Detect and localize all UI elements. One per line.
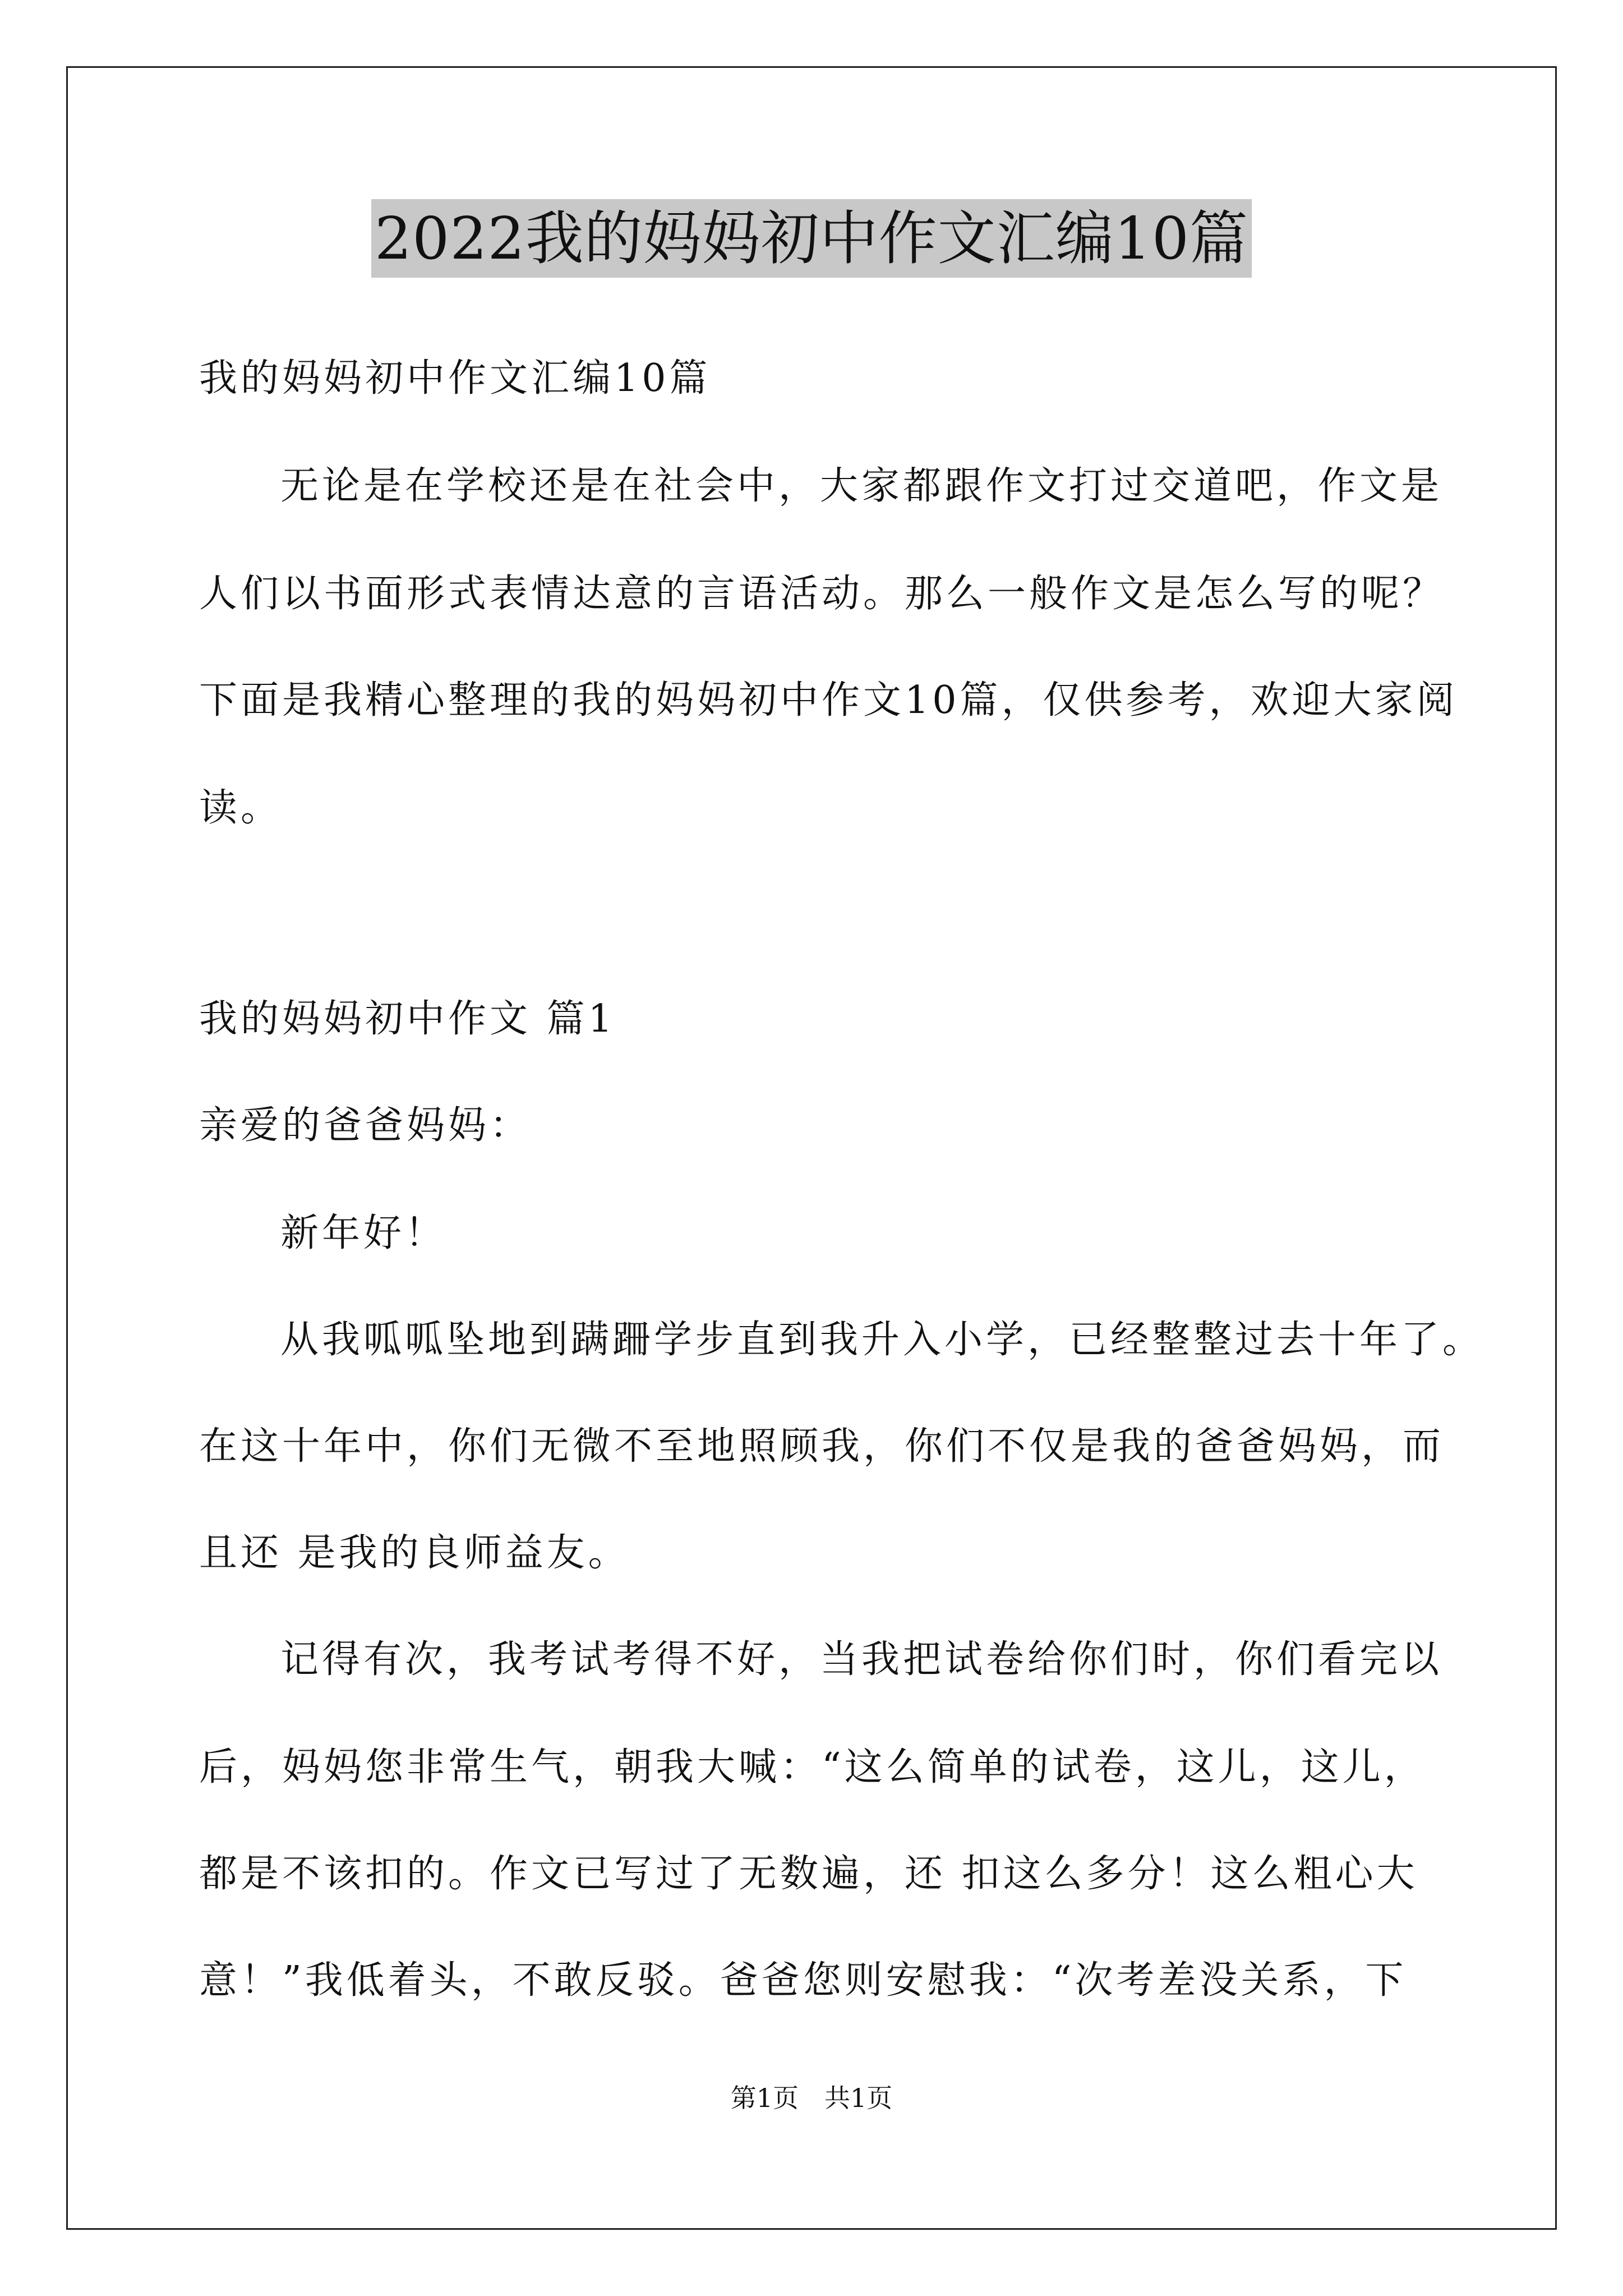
paragraph-line: 在这十年中，你们无微不至地照顾我，你们不仅是我的爸爸妈妈，而 [199, 1424, 1445, 1469]
paragraph-line: 人们以书面形式表情达意的言语活动。那么一般作文是怎么写的呢？ [199, 572, 1445, 616]
subtitle-line: 我的妈妈初中作文汇编10篇 [199, 356, 711, 401]
paragraph-line: 都是不该扣的。作文已写过了无数遍，还 扣这么多分！这么粗心大 [199, 1852, 1418, 1896]
paragraph-line: 无论是在学校还是在社会中，大家都跟作文打过交道吧，作文是 [280, 464, 1443, 508]
salutation-line: 亲爱的爸爸妈妈： [199, 1103, 532, 1148]
paragraph-line: 从我呱呱坠地到蹒跚学步直到我升入小学，已经整整过去十年了。 [280, 1318, 1484, 1362]
title-container [0, 199, 1623, 278]
page-number-footer: 第1页 共1页 [730, 2083, 893, 2113]
document-title: 2022我的妈妈初中作文汇编10篇 [371, 199, 1252, 278]
paragraph-line: 意！”我低着头，不敢反驳。爸爸您则安慰我：“次考差没关系，下 [199, 1958, 1407, 2003]
section-heading: 我的妈妈初中作文 篇1 [199, 997, 616, 1041]
paragraph-line: 后，妈妈您非常生气，朝我大喊：“这么简单的试卷，这儿，这儿， [199, 1745, 1426, 1789]
paragraph-line: 记得有次，我考试考得不好，当我把试卷给你们时，你们看完以 [280, 1637, 1443, 1682]
paragraph-line: 且还 是我的良师益友。 [199, 1531, 630, 1575]
paragraph-line: 下面是我精心整理的我的妈妈初中作文10篇，仅供参考，欢迎大家阅 [199, 678, 1458, 723]
paragraph-line: 新年好！ [280, 1211, 447, 1255]
paragraph-line: 读。 [199, 786, 283, 830]
